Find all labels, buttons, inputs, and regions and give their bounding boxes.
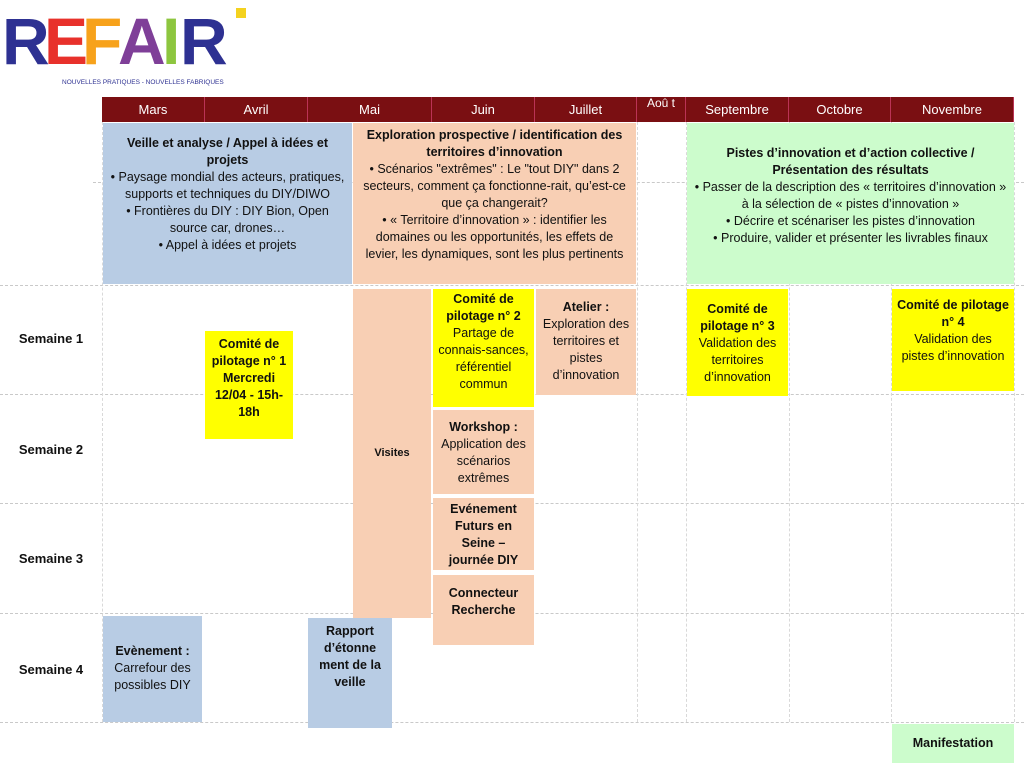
workshop [433, 410, 534, 494]
manifestation: Manifestation [892, 724, 1014, 763]
phase-pistes-title: Pistes d’innovation et d’action collective / Présentation des résultats [726, 146, 975, 177]
logo-square [236, 8, 246, 18]
comite-pilotage-2-body: Partage de connais-sances, référentiel commun [438, 326, 529, 391]
comite-pilotage-3 [687, 289, 788, 396]
comite-pilotage-1: Comité de pilotage n° 1 Mercredi 12/04 - 15h-18h [205, 331, 293, 439]
phase-exploration-title: Exploration prospective / identification des territoires d’innovation [366, 128, 623, 159]
grid-line [0, 285, 1024, 286]
week-label-4: Semaine 4 [18, 662, 84, 677]
phase-exploration-bullet: • Scénarios "extrêmes" : Le "tout DIY" dans 2 secteurs, comment ça fonctionne-rait, qu’est-ce que ça changerait? [363, 162, 626, 210]
phase-veille-bullet: • Frontières du DIY : DIY Bion, Open source car, drones… [126, 204, 329, 235]
phase-exploration-bullet: • « Territoire d’innovation » : identifier les domaines ou les opportunités, les effets de levier, les dynamiques, sont les plus pertinents [365, 213, 624, 261]
comite-pilotage-4 [892, 289, 1014, 391]
evenement-carrefour-title: Evènement : [115, 644, 190, 658]
phase-pistes-bullet: • Passer de la description des « territoires d’innovation » à la sélection de « pistes d’innovation » [694, 180, 1007, 211]
logo-letter-r2: R [180, 4, 228, 78]
logo-letter-r: R [2, 4, 50, 78]
month-mars: Mars [102, 97, 205, 122]
phase-pistes-bullet: • Produire, valider et présenter les livrables finaux [713, 231, 988, 245]
phase-pistes-bullet: • Décrire et scénariser les pistes d’innovation [726, 214, 975, 228]
evenement-carrefour-body: Carrefour des possibles DIY [114, 661, 191, 692]
grid-line [637, 122, 638, 722]
comite-pilotage-2 [433, 289, 534, 407]
rapport-etonnement: Rapport d’étonne ment de la veille [308, 618, 392, 728]
week-label-3: Semaine 3 [18, 551, 84, 566]
phase-veille [103, 123, 352, 284]
month-aout: Aoû t [637, 97, 686, 122]
logo-letter-i: I [162, 4, 181, 78]
visites: Visites [353, 289, 431, 618]
month-juillet: Juillet [535, 97, 637, 122]
logo [0, 0, 250, 92]
comite-pilotage-4-title: Comité de pilotage n° 4 [897, 298, 1009, 329]
grid-line [0, 722, 1024, 723]
phase-pistes [687, 123, 1014, 284]
phase-exploration [353, 123, 636, 284]
comite-pilotage-2-title: Comité de pilotage n° 2 [446, 292, 521, 323]
atelier [536, 289, 636, 395]
week-label-1: Semaine 1 [18, 331, 84, 346]
month-avril: Avril [205, 97, 308, 122]
week-label-2: Semaine 2 [18, 442, 84, 457]
workshop-body: Application des scénarios extrêmes [441, 437, 526, 485]
logo-letter-a: A [118, 4, 166, 78]
month-juin: Juin [432, 97, 535, 122]
grid-line [1014, 122, 1015, 722]
atelier-title: Atelier : [562, 300, 610, 314]
logo-letter-f: F [82, 4, 123, 78]
evenement-carrefour [103, 616, 202, 722]
comite-pilotage-3-title: Comité de pilotage n° 3 [700, 302, 775, 333]
atelier-body: Exploration des territoires et pistes d’innovation [542, 317, 630, 382]
comite-pilotage-4-body: Validation des pistes d’innovation [901, 332, 1005, 363]
workshop-title: Workshop : [449, 420, 518, 434]
month-septembre: Septembre [686, 97, 789, 122]
connecteur-recherche: Connecteur Recherche [433, 575, 534, 645]
month-mai: Mai [308, 97, 432, 122]
phase-veille-title: Veille et analyse / Appel à idées et projets [126, 136, 329, 167]
phase-veille-bullet: • Paysage mondial des acteurs, pratiques, supports et techniques du DIY/DIWO [110, 170, 345, 201]
month-octobre: Octobre [789, 97, 891, 122]
month-novembre: Novembre [891, 97, 1014, 122]
logo-letter-e: E [44, 4, 89, 78]
phase-veille-bullet: • Appel à idées et projets [158, 238, 297, 252]
logo-tagline: NOUVELLES PRATIQUES - NOUVELLES FABRIQUES [62, 79, 224, 86]
comite-pilotage-3-body: Validation des territoires d’innovation [698, 336, 777, 384]
evenement-futurs-en-seine: Evénement Futurs en Seine – journée DIY [433, 498, 534, 570]
